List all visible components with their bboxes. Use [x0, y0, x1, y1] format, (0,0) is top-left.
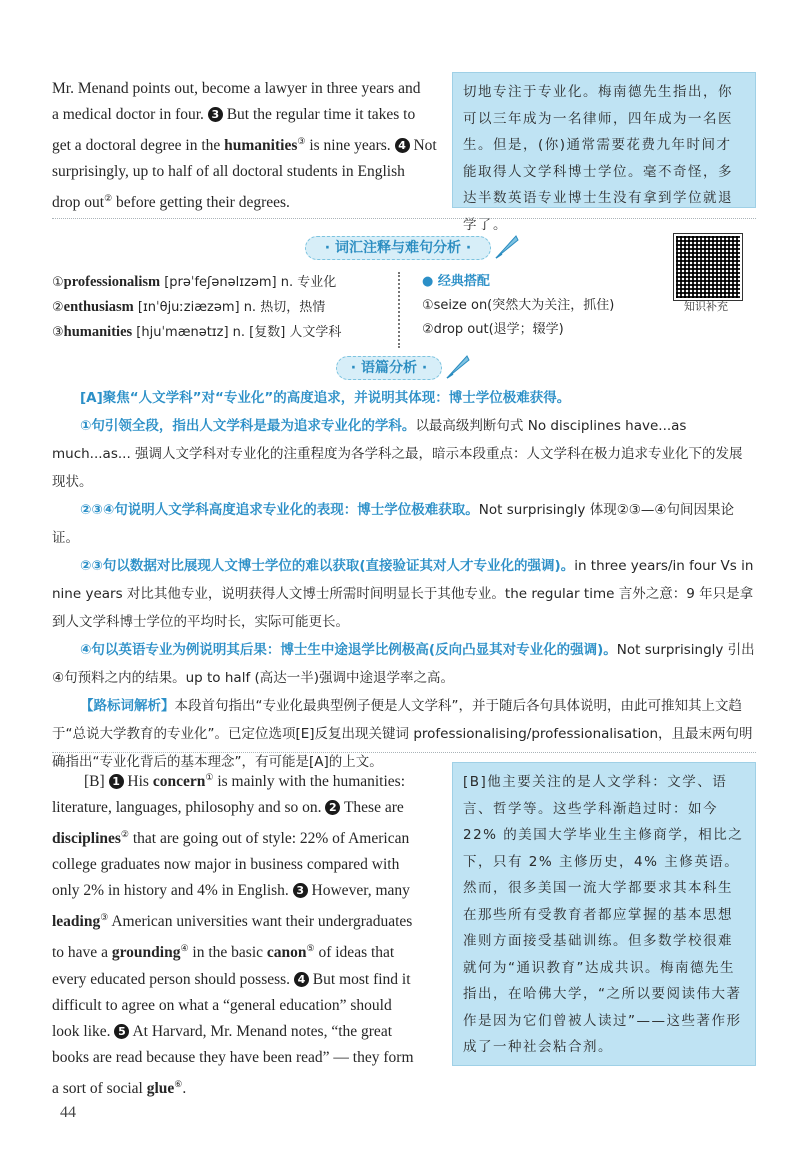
text-line [52, 821, 444, 852]
vocab-item [52, 320, 392, 345]
vocab-list [52, 270, 392, 345]
collocation-item: ①seize on(突然大为关注，抓住) [422, 298, 615, 313]
keyword: leading [52, 913, 101, 931]
vocab-item [52, 295, 392, 320]
footnote-mark: ③ [297, 136, 306, 146]
sentence-badge: 3 [293, 883, 308, 898]
footnote-mark: ⑤ [306, 943, 315, 954]
vocab-def: [hjuˈmænətɪz] n. [复数] 人文学科 [132, 325, 342, 340]
analysis-heading: [A]聚焦“人文学科”对“专业化”的高度追求，并说明其体现：博士学位极难获得。 [80, 390, 571, 406]
footnote-mark: ⑥ [174, 1078, 183, 1089]
collocation-list [422, 270, 662, 342]
quill-icon [492, 232, 522, 262]
bottom-english-passage [52, 764, 444, 1102]
text-line [52, 1071, 444, 1102]
text-line [52, 102, 444, 128]
vocab-item [52, 270, 392, 295]
text-line: Mr. Menand points out, become a lawyer in three years and [52, 80, 421, 97]
text-span: before getting their degrees. [116, 194, 290, 212]
text-span: of ideas that [314, 944, 395, 962]
text-span: . [182, 1079, 187, 1097]
spiral-divider [398, 272, 410, 348]
analysis-key: ④句以英语专业为例说明其后果：博士生中途退学比例极高(反向凸显其对专业化的强调)。 [80, 642, 617, 658]
text-line: books are read because they have been read” — they form [52, 1048, 414, 1066]
footnote-mark: ③ [100, 912, 109, 923]
text-span: These are [340, 799, 404, 817]
text-span: [B] [84, 773, 109, 791]
analysis-body [52, 384, 756, 776]
keyword: canon [266, 944, 307, 962]
analysis-paragraph [52, 496, 756, 552]
analysis-paragraph [52, 552, 756, 636]
sentence-badge: 3 [208, 107, 223, 122]
text-line [52, 1019, 444, 1045]
text-span: in the basic [188, 944, 267, 962]
page-number: 44 [60, 1104, 76, 1121]
text-span: only 2% in history and 4% in English. [52, 882, 289, 900]
keyword: concern [152, 773, 206, 791]
keyword: glue [146, 1079, 175, 1097]
text-span: a medical doctor in four. [52, 106, 204, 123]
sentence-badge: 4 [294, 972, 309, 987]
vocab-word: enthusiasm [63, 299, 134, 315]
text-line [52, 878, 444, 904]
vocab-num: ① [52, 275, 64, 290]
text-span: But most find it [308, 970, 411, 988]
text-span: is nine years. [309, 137, 391, 155]
text-span: At Harvard, Mr. Menand notes, “the great [129, 1022, 392, 1040]
text-span: look like. [52, 1022, 111, 1040]
vocab-word: humanities [63, 324, 133, 340]
vocab-num: ② [52, 300, 64, 315]
text-span: American universities want their undergraduates [108, 913, 413, 931]
text-line: difficult to agree on what a “general education” should [52, 996, 392, 1014]
analysis-key: ②③句以数据对比展现人文博士学位的难以获取(直接验证其对人才专业化的强调)。 [80, 558, 575, 574]
text-line: college graduates now major in business compared with [52, 856, 400, 874]
text-line [52, 128, 444, 159]
sentence-badge: 4 [395, 138, 410, 153]
sentence-badge: 5 [114, 1024, 129, 1039]
footnote-mark: ① [205, 772, 214, 782]
text-line: surprisingly, up to half of all doctoral students in English [52, 163, 405, 181]
text-span: But the regular time it takes to [226, 106, 416, 123]
text-span: literature, languages, philosophy and so on. [52, 799, 322, 817]
collocation-item: ②drop out(退学；辍学) [422, 322, 564, 337]
sentence-badge: 2 [325, 800, 340, 815]
analysis-key: ①句引领全段，指出人文学科是最为追求专业化的学科。 [80, 418, 416, 434]
vocab-def: [ɪnˈθjuːziæzəm] n. 热切，热情 [133, 300, 326, 315]
text-line [52, 935, 444, 966]
top-english-passage [52, 76, 444, 216]
bottom-translation-box: [B]他主要关注的是人文学科：文学、语言、哲学等。这些学科渐趋过时：如今 22% 的美国大学毕业生主修商学，相比之下，只有 2% 主修历史，4% 主修英语。然而，很多美国一流大学都要求其本科生在那些所有受教育者都应掌握的基本思想准则方面接受基础训练。但多数学校很难就何为“通识教育”达成共识。梅南德先生指出，在哈佛大学，“之所以要阅读伟大著作是因为它们曾被人读过”——这些著作形成了一种社会粘合剂。 [452, 762, 756, 1066]
text-line [52, 185, 444, 216]
text-span: get a doctoral degree in the [52, 137, 221, 155]
qr-code [674, 234, 742, 300]
analysis-key: ②③④句说明人文学科高度追求专业化的表现：博士学位极难获取。 [80, 502, 479, 518]
analysis-banner: · 语篇分析 · [336, 356, 442, 380]
quill-icon [443, 352, 473, 382]
keyword: humanities [224, 137, 298, 155]
qr-caption: 知识补充 [684, 300, 728, 313]
collocation-title: ● 经典搭配 [422, 274, 490, 289]
sentence-badge: 1 [109, 774, 124, 789]
text-line [52, 764, 444, 795]
text-span: is mainly with the humanities: [213, 773, 406, 791]
text-span: However, many [307, 882, 410, 900]
analysis-text: Not surprisingly 体现②③—④句间因果论证。 [52, 502, 734, 546]
analysis-text: Not surprisingly 引出④句预料之内的结果。up to half (高达一半)强调中途退学率之高。 [52, 642, 755, 686]
text-span: every educated person should possess. [52, 970, 291, 988]
footnote-mark: ② [120, 829, 129, 840]
text-line [52, 904, 444, 935]
divider [52, 218, 756, 219]
text-span: that are going out of style: 22% of American [129, 830, 410, 848]
top-translation-box: 切地专注于专业化。梅南德先生指出，你可以三年成为一名律师，四年成为一名医生。但是，(你)通常需要花费九年时间才能取得人文学科博士学位。毫不奇怪，多达半数英语专业博士生没有拿到学位就退学了。 [452, 72, 756, 208]
analysis-paragraph [52, 636, 756, 692]
text-span: to have a [52, 944, 112, 962]
footnote-mark: ② [104, 193, 113, 204]
text-span: His [123, 773, 153, 791]
vocab-def: [prəˈfeʃənəlɪzəm] n. 专业化 [160, 275, 337, 290]
vocab-num: ③ [52, 325, 64, 340]
text-span: Not [413, 137, 437, 155]
analysis-text: in three years/in four Vs in nine years 对比其他专业，说明获得人文博士所需时间明显长于其他专业。the regular time 言外之意：9 年只是拿到人文学科博士学位的平均时长，实际可能更长。 [52, 558, 754, 630]
analysis-key: 【路标词解析】 [80, 698, 175, 714]
vocab-word: professionalism [63, 274, 161, 290]
text-span: drop out [52, 194, 105, 212]
text-span: a sort of social [52, 1079, 147, 1097]
text-line [52, 795, 444, 821]
text-line [52, 967, 444, 993]
keyword: disciplines [52, 830, 121, 848]
analysis-text: 以最高级判断句式 No disciplines have...as much...as... 强调人文学科对专业化的注重程度为各学科之最，暗示本段重点：人文学科在极力追求专业化下的发展现状。 [52, 418, 743, 490]
analysis-text: 本段首句指出“专业化最典型例子便是人文学科”，并于随后各句具体说明，由此可推知其上文趋于“总说大学教育的专业化”。已定位选项[E]反复出现关键词 professionalising/professionalisation，且最末两句明确指出“专业化背后的基本理念”，有可能是[A]的上文。 [52, 698, 753, 770]
divider [52, 752, 756, 753]
keyword: grounding [111, 944, 181, 962]
vocab-banner: · 词汇注释与难句分析 · [305, 236, 491, 260]
footnote-mark: ④ [180, 943, 189, 954]
analysis-paragraph [52, 412, 756, 496]
